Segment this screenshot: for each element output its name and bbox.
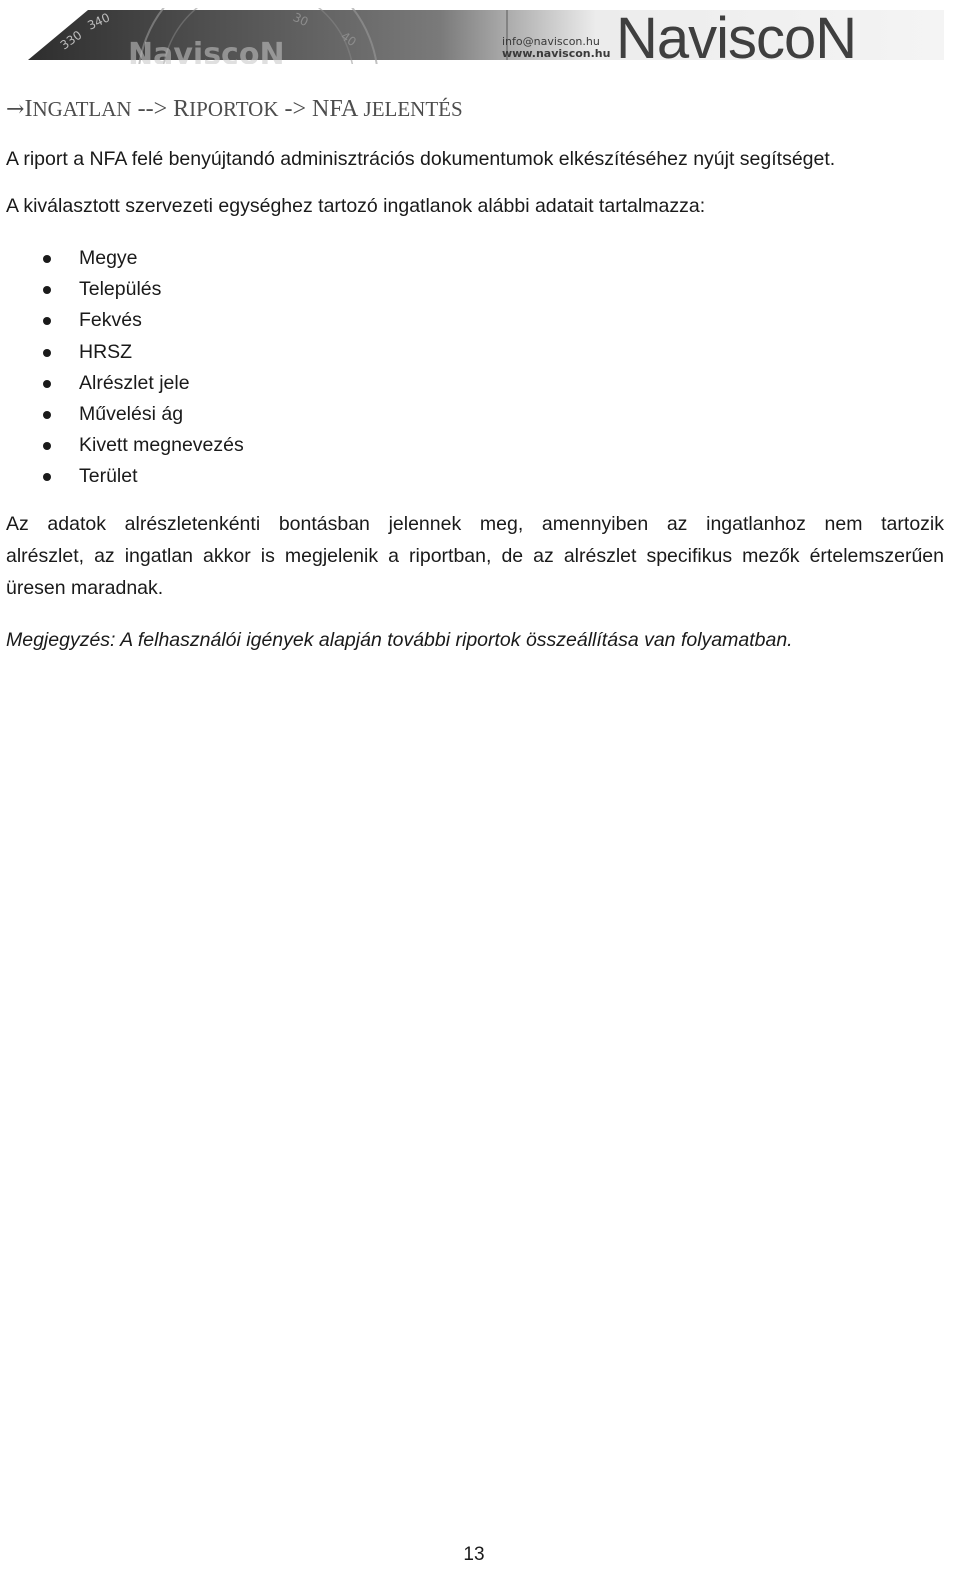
list-item-label: Alrészlet jele bbox=[79, 371, 190, 394]
bullet-icon bbox=[43, 473, 51, 481]
list-item bbox=[0, 243, 244, 274]
compass-tick-330: 330 bbox=[57, 27, 85, 53]
page-number: 13 bbox=[463, 1544, 485, 1565]
paragraph-line: üresen maradnak. bbox=[6, 577, 164, 599]
list-item-label: Kivett megnevezés bbox=[79, 434, 244, 457]
header-website: www.naviscon.hu bbox=[502, 47, 611, 60]
field-list bbox=[0, 243, 244, 493]
heading-part2-initial: R bbox=[173, 96, 190, 122]
bullet-icon bbox=[43, 411, 51, 419]
heading-part1-initial: I bbox=[24, 96, 33, 122]
list-item-label: Művelési ág bbox=[79, 402, 184, 425]
heading-part3-rest: JELENTÉS bbox=[358, 97, 463, 121]
intro-line-1: A riport a NFA felé benyújtandó adminisztrációs dokumentumok elkészítéséhez nyújt segítséget. bbox=[6, 148, 836, 170]
list-item bbox=[0, 368, 244, 399]
list-item-label: HRSZ bbox=[79, 340, 133, 363]
arrow-icon: → bbox=[6, 97, 25, 122]
bullet-icon bbox=[43, 286, 51, 294]
compass-tick-30: 30 bbox=[290, 10, 311, 30]
heading-part3-main: NFA bbox=[312, 96, 359, 122]
naviscon-logo-text: NavisсoN bbox=[616, 8, 857, 64]
description-paragraph bbox=[6, 508, 944, 604]
list-item-label: Megye bbox=[79, 247, 138, 269]
bullet-icon bbox=[43, 255, 51, 263]
list-item bbox=[0, 399, 244, 430]
list-item bbox=[0, 274, 244, 305]
intro-line-2: A kiválasztott szervezeti egységhez tartozó ingatlanok alábbi adatait tartalmazza: bbox=[6, 195, 706, 217]
list-item-label: Település bbox=[79, 278, 162, 301]
list-item bbox=[0, 305, 244, 336]
compass-tick-40: 40 bbox=[338, 28, 359, 50]
bullet-icon bbox=[43, 442, 51, 450]
bullet-icon bbox=[43, 349, 51, 357]
header-banner bbox=[28, 8, 944, 64]
bullet-icon bbox=[43, 380, 51, 388]
paragraph-line: Az adatok alrészletenkénti bontásban jelennek meg, amennyiben az ingatlanhoz nem tartozik bbox=[6, 513, 944, 535]
heading-part2-rest: IPORTOK bbox=[189, 97, 279, 121]
bullet-icon bbox=[43, 317, 51, 325]
naviscon-logo-banner bbox=[28, 8, 944, 64]
heading-separator-1: --> bbox=[131, 96, 174, 122]
list-item bbox=[0, 337, 244, 368]
heading-part1-rest: NGATLAN bbox=[32, 97, 132, 121]
list-item-label: Fekvés bbox=[79, 309, 142, 332]
note-text: Megjegyzés: A felhasználói igények alapján további riportok összeállítása van folyamatban. bbox=[6, 629, 793, 651]
heading-separator-2: -> bbox=[278, 96, 313, 122]
list-item-label: Terület bbox=[79, 465, 138, 488]
list-item bbox=[0, 461, 244, 492]
header-email: info@naviscon.hu bbox=[502, 35, 600, 48]
compass-tick-340: 340 bbox=[85, 10, 113, 33]
section-heading bbox=[6, 96, 463, 123]
paragraph-line: alrészlet, az ingatlan akkor is megjelenik a riportban, de az alrészlet specifikus mezők értelemszerűen bbox=[6, 545, 944, 567]
watermark-logo-text: NaviscoN bbox=[128, 37, 285, 64]
list-item bbox=[0, 430, 244, 461]
